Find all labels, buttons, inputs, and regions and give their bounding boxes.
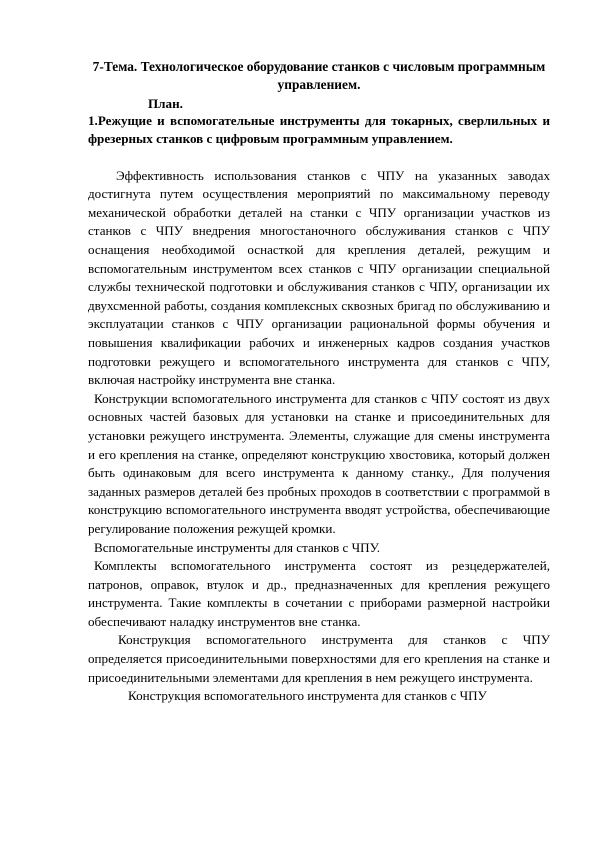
paragraph: Конструкция вспомогательного инструмента для станков с ЧПУ xyxy=(128,688,487,704)
paragraph: Конструкции вспомогательного инструмента для станков с ЧПУ состоят из двух основных частей базовых для установки на станке и присоединительных для установки режущего инструмента. Элементы, служащие для смены инструмента и его крепления на станке, определяют конструкцию хвостовика, который должен быть одинаковым для всего инструмента к данному станку., Для получения заданных размеров деталей без пробных проходов в соответствии с программой в конструкцию вспомогательного инструмента вводят устройства, обеспечивающие регулирование положения режущей кромки. xyxy=(88,390,550,536)
plan-heading: План. xyxy=(148,95,183,111)
document-page xyxy=(88,58,550,706)
paragraph: Вспомогательные инструменты для станков с ЧПУ. xyxy=(94,539,380,555)
plan-item: 1.Режущие и вспомогательные инструменты для токарных, сверлильных и фрезерных станков с цифровым программным управлением. xyxy=(88,112,550,147)
paragraph: Конструкция вспомогательного инструмента для станков с ЧПУ определяется присоединительными поверхностями для его крепления на станке и присоединительными элементами для крепления в нем режущего инструмента. xyxy=(88,632,550,685)
document-title: 7-Тема. Технологическое оборудование станков с числовым программным управлением. xyxy=(92,59,546,93)
spacer xyxy=(88,149,550,167)
paragraph: Эффективность использования станков с ЧПУ на указанных заводах достигнута путем осуществления мероприятий по максимальному переводу механической обработки деталей на станки с ЧПУ организации участков из станков с ЧПУ внедрения многостаночного обслуживания станков с ЧПУ оснащения необходимой оснасткой для крепления деталей, режущим и вспомогательным инструментом всех станков с ЧПУ организации специальной службы технической подготовки и обслуживания станков с ЧПУ, организации их двухсменной работы, создания комплексных сквозных бригад по обслуживанию и эксплуатации станков с ЧПУ организации рациональной формы обучения и повышения квалификации рабочих и инженерных кадров создания участков подготовки режущего и вспомогательного инструмента для станков с ЧПУ, включая настройку инструмента вне станка. xyxy=(88,167,550,388)
paragraph: Комплекты вспомогательного инструмента состоят из резцедержателей, патронов, оправок, втулок и др., предназначенных для крепления режущего инструмента. Такие комплекты в сочетании с приборами размерной настройки обеспечивают наладку инструментов вне станка. xyxy=(88,558,550,629)
